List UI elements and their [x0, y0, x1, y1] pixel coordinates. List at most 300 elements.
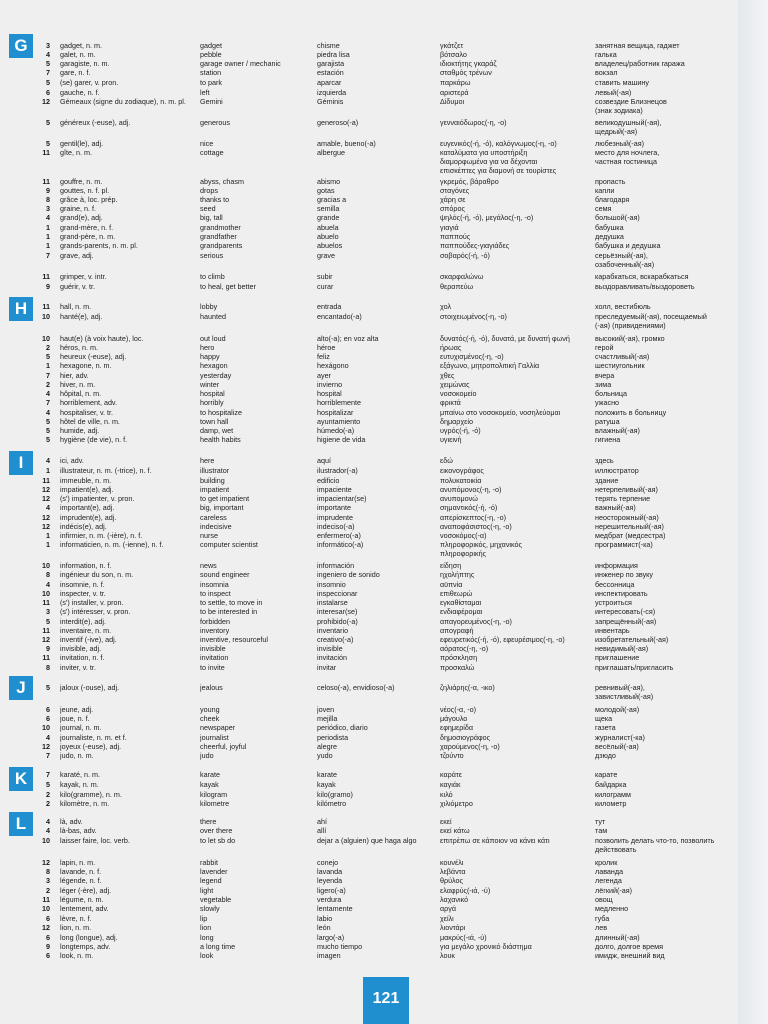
english-translation: big, important — [200, 503, 244, 512]
spanish-translation: conejo — [317, 858, 339, 867]
spanish-translation: insomnio — [317, 580, 346, 589]
entry-number: 5 — [46, 617, 50, 626]
french-term: gauche, n. f. — [60, 88, 100, 97]
greek-translation: θεραπεύω — [440, 282, 474, 291]
spanish-translation: grande — [317, 213, 340, 222]
spanish-translation: ilustrador(-a) — [317, 466, 358, 475]
section-letter-k: K — [9, 767, 33, 791]
french-term: (s') installer, v. pron. — [60, 598, 124, 607]
russian-translation: преследуемый(-ая), посещаемый — [595, 312, 707, 321]
russian-translation: левый(-ая) — [595, 88, 632, 97]
glossary-row — [0, 68, 768, 78]
english-translation: to let sb do — [200, 836, 236, 845]
greek-translation: πληροφορικής — [440, 549, 487, 558]
french-term: impatient(e), adj. — [60, 485, 114, 494]
greek-translation: απερίσκεπτος(-η, -ο) — [440, 513, 506, 522]
spanish-translation: periódico, diario — [317, 723, 368, 732]
entry-number: 10 — [42, 836, 50, 845]
french-term: grand(e), adj. — [60, 213, 103, 222]
french-term: légume, n. m. — [60, 895, 104, 904]
french-term: joue, n. f. — [60, 714, 90, 723]
russian-translation: ставить машину — [595, 78, 649, 87]
entry-number: 5 — [46, 352, 50, 361]
english-translation: lion — [200, 923, 212, 932]
french-term: lapin, n. m. — [60, 858, 96, 867]
russian-translation: частная гостиница — [595, 157, 657, 166]
greek-translation: αόρατος(-η, -ο) — [440, 644, 489, 653]
spanish-translation: hospitalizar — [317, 408, 354, 417]
entry-number: 9 — [46, 942, 50, 951]
entry-number: 12 — [42, 635, 50, 644]
spanish-translation: invitación — [317, 653, 347, 662]
french-term: généreux (-euse), adj. — [60, 118, 131, 127]
spanish-translation: instalarse — [317, 598, 348, 607]
greek-translation: ελαφρύς(-ιά, -ύ) — [440, 886, 491, 895]
english-translation: damp, wet — [200, 426, 234, 435]
glossary-row — [0, 321, 768, 331]
greek-translation: στοιχειωμένος(-η, -ο) — [440, 312, 507, 321]
entry-number: 2 — [46, 343, 50, 352]
french-term: invisible, adj. — [60, 644, 102, 653]
entry-number: 6 — [46, 951, 50, 960]
russian-translation: ревнивый(-ая), — [595, 683, 645, 692]
glossary-row — [0, 770, 768, 780]
glossary-row — [0, 456, 768, 466]
entry-number: 12 — [42, 485, 50, 494]
english-translation: building — [200, 476, 225, 485]
spanish-translation: impacientar(se) — [317, 494, 367, 503]
french-term: inventaire, n. m. — [60, 626, 112, 635]
english-translation: hero — [200, 343, 215, 352]
greek-translation: νοσοκομείο — [440, 389, 477, 398]
greek-translation: χαρούμενος(-η, -ο) — [440, 742, 500, 751]
spanish-translation: entrada — [317, 302, 342, 311]
russian-translation: гигиена — [595, 435, 621, 444]
greek-translation: γιαγιά — [440, 223, 459, 232]
english-translation: long — [200, 933, 214, 942]
entry-number: 5 — [46, 683, 50, 692]
entry-number: 12 — [42, 513, 50, 522]
entry-number: 4 — [46, 580, 50, 589]
english-translation: careless — [200, 513, 227, 522]
glossary-row — [0, 653, 768, 663]
greek-translation: λεβάντα — [440, 867, 466, 876]
english-translation: a long time — [200, 942, 236, 951]
greek-translation: νοσοκόμος(-α) — [440, 531, 487, 540]
english-translation: illustrator — [200, 466, 230, 475]
french-term: légende, n. f. — [60, 876, 102, 885]
spanish-translation: curar — [317, 282, 334, 291]
spanish-translation: albergue — [317, 148, 345, 157]
french-term: hall, n. m. — [60, 302, 92, 311]
entry-number: 5 — [46, 435, 50, 444]
entry-number: 3 — [46, 876, 50, 885]
russian-translation: великодушный(-ая), — [595, 118, 662, 127]
entry-number: 3 — [46, 607, 50, 616]
english-translation: grandfather — [200, 232, 237, 241]
english-translation: newspaper — [200, 723, 236, 732]
greek-translation: επισκέπτες για διαμονή σε τουρίστες — [440, 166, 557, 175]
spanish-translation: hexágono — [317, 361, 349, 370]
greek-translation: υγιεινή — [440, 435, 462, 444]
spanish-translation: Géminis — [317, 97, 344, 106]
russian-translation: инспектировать — [595, 589, 648, 598]
russian-translation: приглашение — [595, 653, 640, 662]
english-translation: vegetable — [200, 895, 232, 904]
english-translation: horribly — [200, 398, 224, 407]
russian-translation: медленно — [595, 904, 629, 913]
entry-number: 11 — [42, 476, 50, 485]
french-term: (se) garer, v. pron. — [60, 78, 119, 87]
russian-translation: озабоченный(-ая) — [595, 260, 655, 269]
greek-translation: σκαρφαλώνω — [440, 272, 484, 281]
spanish-translation: verdura — [317, 895, 342, 904]
entry-number: 11 — [42, 626, 50, 635]
english-translation: journalist — [200, 733, 229, 742]
entry-number: 12 — [42, 494, 50, 503]
greek-translation: εγκαθίσταμαι — [440, 598, 482, 607]
glossary-row — [0, 876, 768, 886]
russian-translation: длинный(-ая) — [595, 933, 640, 942]
french-term: journal, n. m. — [60, 723, 102, 732]
french-term: (s') impatienter, v. pron. — [60, 494, 135, 503]
greek-translation: νέος(-α, -ο) — [440, 705, 476, 714]
glossary-row — [0, 398, 768, 408]
entry-number: 7 — [46, 68, 50, 77]
glossary-row — [0, 780, 768, 790]
french-term: ingénieur du son, n. m. — [60, 570, 134, 579]
greek-translation: εφημερίδα — [440, 723, 474, 732]
russian-translation: высокий(-ая), громко — [595, 334, 665, 343]
spanish-translation: horriblemente — [317, 398, 361, 407]
greek-translation: ευτυχισμένος(-η, -ο) — [440, 352, 504, 361]
spanish-translation: ahí — [317, 817, 327, 826]
greek-translation: χθες — [440, 371, 455, 380]
french-term: humide, adj. — [60, 426, 100, 435]
entry-number: 6 — [46, 88, 50, 97]
entry-number: 9 — [46, 186, 50, 195]
entry-number: 10 — [42, 334, 50, 343]
greek-translation: απαγορευμένος(-η, -ο) — [440, 617, 512, 626]
french-term: gadget, n. m. — [60, 41, 102, 50]
greek-translation: ανυπομονώ — [440, 494, 478, 503]
russian-translation: щедрый(-ая) — [595, 127, 638, 136]
spanish-translation: abuelo — [317, 232, 339, 241]
russian-translation: запрещённый(-ая) — [595, 617, 657, 626]
english-translation: kilometre — [200, 799, 230, 808]
spanish-translation: allí — [317, 826, 327, 835]
spanish-translation: aparcar — [317, 78, 342, 87]
russian-translation: программист(-ка) — [595, 540, 653, 549]
english-translation: to be interested in — [200, 607, 258, 616]
russian-translation: неосторожный(-ая) — [595, 513, 659, 522]
french-term: lion, n. m. — [60, 923, 92, 932]
spanish-translation: kilómetro — [317, 799, 347, 808]
greek-translation: χιλιόμετρο — [440, 799, 473, 808]
russian-translation: ужасно — [595, 398, 620, 407]
russian-translation: щека — [595, 714, 613, 723]
english-translation: invisible — [200, 644, 226, 653]
french-term: ici, adv. — [60, 456, 84, 465]
french-term: important(e), adj. — [60, 503, 115, 512]
greek-translation: κουνέλι — [440, 858, 464, 867]
glossary-row — [0, 260, 768, 270]
english-translation: computer scientist — [200, 540, 258, 549]
entry-number: 10 — [42, 904, 50, 913]
entry-number: 11 — [42, 272, 50, 281]
greek-translation: ζηλιάρης(-α, -ικο) — [440, 683, 495, 692]
spanish-translation: lentamente — [317, 904, 353, 913]
spanish-translation: gotas — [317, 186, 335, 195]
spanish-translation: garajista — [317, 59, 345, 68]
greek-translation: δυνατός(-ή, -ό), δυνατά, με δυνατή φωνή — [440, 334, 570, 343]
greek-translation: ηχολήπτης — [440, 570, 475, 579]
glossary-row — [0, 106, 768, 116]
french-term: galet, n. m. — [60, 50, 96, 59]
russian-translation: важный(-ая) — [595, 503, 636, 512]
french-term: imprudent(e), adj. — [60, 513, 117, 522]
glossary-row — [0, 166, 768, 176]
french-term: gare, n. f. — [60, 68, 91, 77]
english-translation: judo — [200, 751, 214, 760]
english-translation: kilogram — [200, 790, 228, 799]
french-term: là, adv. — [60, 817, 83, 826]
greek-translation: μακρύς(-ιά, -ύ) — [440, 933, 487, 942]
russian-translation: журналист(-ка) — [595, 733, 645, 742]
spanish-translation: subir — [317, 272, 333, 281]
entry-number: 4 — [46, 50, 50, 59]
english-translation: generous — [200, 118, 230, 127]
english-translation: rabbit — [200, 858, 218, 867]
greek-translation: μάγουλο — [440, 714, 468, 723]
entry-number: 7 — [46, 770, 50, 779]
greek-translation: καγιάκ — [440, 780, 461, 789]
entry-number: 11 — [42, 653, 50, 662]
entry-number: 11 — [42, 895, 50, 904]
greek-translation: υγρός(-ή, -ό) — [440, 426, 481, 435]
french-term: grand-père, n. m. — [60, 232, 116, 241]
page-number: 121 — [363, 977, 409, 1024]
glossary-row — [0, 127, 768, 137]
entry-number: 7 — [46, 251, 50, 260]
english-translation: kayak — [200, 780, 219, 789]
entry-number: 9 — [46, 644, 50, 653]
greek-translation: για μεγάλο χρονικό διάστημα — [440, 942, 532, 951]
russian-translation: здесь — [595, 456, 614, 465]
russian-translation: тут — [595, 817, 606, 826]
glossary-row — [0, 951, 768, 961]
russian-translation: выздоравливать/выздороветь — [595, 282, 695, 291]
greek-translation: απογραφή — [440, 626, 474, 635]
spanish-translation: alto(-a); en voz alta — [317, 334, 379, 343]
french-term: journaliste, n. m. et f. — [60, 733, 127, 742]
french-term: Gémeaux (signe du zodiaque), n. m. pl. — [60, 97, 186, 106]
section-letter-i: I — [9, 451, 33, 475]
english-translation: look — [200, 951, 214, 960]
spanish-translation: ayuntamiento — [317, 417, 361, 426]
russian-translation: вокзал — [595, 68, 618, 77]
russian-translation: действовать — [595, 845, 637, 854]
russian-translation: иллюстратор — [595, 466, 639, 475]
greek-translation: Δίδυμοι — [440, 97, 465, 106]
french-term: grimper, v. intr. — [60, 272, 107, 281]
french-term: longtemps, adv. — [60, 942, 111, 951]
spanish-translation: chisme — [317, 41, 340, 50]
spanish-translation: invisible — [317, 644, 343, 653]
greek-translation: χειμώνας — [440, 380, 470, 389]
entry-number: 4 — [46, 408, 50, 417]
greek-translation: είδηση — [440, 561, 462, 570]
russian-translation: лёгкий(-ая) — [595, 886, 633, 895]
russian-translation: зима — [595, 380, 612, 389]
russian-translation: медбрат (медсестра) — [595, 531, 666, 540]
russian-translation: терять терпение — [595, 494, 651, 503]
english-translation: yesterday — [200, 371, 232, 380]
greek-translation: βότσαλο — [440, 50, 467, 59]
english-translation: to settle, to move in — [200, 598, 263, 607]
spanish-translation: impaciente — [317, 485, 352, 494]
russian-translation: здание — [595, 476, 619, 485]
english-translation: grandparents — [200, 241, 243, 250]
spanish-translation: amable, bueno(-a) — [317, 139, 376, 148]
greek-translation: πληροφορικός, μηχανικός — [440, 540, 522, 549]
entry-number: 1 — [46, 232, 50, 241]
russian-translation: вчера — [595, 371, 615, 380]
english-translation: news — [200, 561, 217, 570]
russian-translation: большой(-ая) — [595, 213, 640, 222]
russian-translation: нерешительный(-ая) — [595, 522, 664, 531]
english-translation: inventory — [200, 626, 230, 635]
entry-number: 10 — [42, 561, 50, 570]
spanish-translation: hospital — [317, 389, 342, 398]
entry-number: 1 — [46, 361, 50, 370]
greek-translation: χάρη σε — [440, 195, 466, 204]
greek-translation: χείλι — [440, 914, 454, 923]
entry-number: 4 — [46, 733, 50, 742]
spanish-translation: karate — [317, 770, 337, 779]
spanish-translation: aquí — [317, 456, 331, 465]
greek-translation: ευγενικός(-ή, -ό), καλόγνωμος(-η, -ο) — [440, 139, 557, 148]
english-translation: station — [200, 68, 222, 77]
russian-translation: владелец/работник гаража — [595, 59, 685, 68]
greek-translation: αργά — [440, 904, 456, 913]
greek-translation: σταθμός τρένων — [440, 68, 492, 77]
french-term: là-bas, adv. — [60, 826, 97, 835]
greek-translation: εκεί — [440, 817, 452, 826]
french-term: inviter, v. tr. — [60, 663, 96, 672]
french-term: kilomètre, n. m. — [60, 799, 110, 808]
greek-translation: εκεί κάτω — [440, 826, 470, 835]
entry-number: 3 — [46, 41, 50, 50]
entry-number: 11 — [42, 302, 50, 311]
english-translation: forbidden — [200, 617, 230, 626]
greek-translation: καταλύματα για υποστήριξη — [440, 148, 528, 157]
french-term: grave, adj. — [60, 251, 94, 260]
entry-number: 7 — [46, 371, 50, 380]
entry-number: 7 — [46, 398, 50, 407]
section-letter-h: H — [9, 297, 33, 321]
russian-translation: бабушка — [595, 223, 624, 232]
greek-translation: πολυκατοικία — [440, 476, 482, 485]
spanish-translation: interesar(se) — [317, 607, 358, 616]
russian-translation: капли — [595, 186, 615, 195]
english-translation: Gemini — [200, 97, 223, 106]
french-term: inventif (-ive), adj. — [60, 635, 117, 644]
english-translation: inventive, resourceful — [200, 635, 268, 644]
russian-translation: позволить делать что-то, позволить — [595, 836, 715, 845]
entry-number: 8 — [46, 195, 50, 204]
russian-translation: лев — [595, 923, 608, 932]
entry-number: 1 — [46, 540, 50, 549]
russian-translation: влажный(-ая) — [595, 426, 640, 435]
entry-number: 1 — [46, 466, 50, 475]
russian-translation: лаванда — [595, 867, 624, 876]
russian-translation: губа — [595, 914, 610, 923]
spanish-translation: invitar — [317, 663, 337, 672]
spanish-translation: leyenda — [317, 876, 343, 885]
english-translation: to climb — [200, 272, 225, 281]
russian-translation: бабушка и дедушка — [595, 241, 661, 250]
entry-number: 4 — [46, 817, 50, 826]
russian-translation: килограмм — [595, 790, 631, 799]
spanish-translation: feliz — [317, 352, 330, 361]
spanish-translation: piedra lisa — [317, 50, 350, 59]
spanish-translation: enfermero(-a) — [317, 531, 361, 540]
french-term: haut(e) (à voix haute), loc. — [60, 334, 144, 343]
english-translation: nurse — [200, 531, 218, 540]
entry-number: 2 — [46, 790, 50, 799]
english-translation: to hospitalize — [200, 408, 242, 417]
russian-translation: приглашать/пригласить — [595, 663, 674, 672]
entry-number: 5 — [46, 139, 50, 148]
spanish-translation: información — [317, 561, 355, 570]
english-translation: garage owner / mechanic — [200, 59, 281, 68]
english-translation: sound engineer — [200, 570, 250, 579]
french-term: hôpital, n. m. — [60, 389, 102, 398]
french-term: hôtel de ville, n. m. — [60, 417, 120, 426]
french-term: jeune, adj. — [60, 705, 94, 714]
spanish-translation: izquierda — [317, 88, 347, 97]
russian-translation: невидимый(-ая) — [595, 644, 649, 653]
english-translation: over there — [200, 826, 233, 835]
entry-number: 2 — [46, 886, 50, 895]
spanish-translation: yudo — [317, 751, 333, 760]
english-translation: haunted — [200, 312, 226, 321]
glossary-row — [0, 751, 768, 761]
entry-number: 6 — [46, 705, 50, 714]
russian-translation: имидж, внешний вид — [595, 951, 665, 960]
english-translation: winter — [200, 380, 220, 389]
greek-translation: επιτρέπω σε κάποιον να κάνει κάτι — [440, 836, 550, 845]
glossary-row — [0, 241, 768, 251]
greek-translation: χολ — [440, 302, 452, 311]
french-term: interdit(e), adj. — [60, 617, 106, 626]
russian-translation: весёлый(-ая) — [595, 742, 639, 751]
english-translation: big, tall — [200, 213, 223, 222]
glossary-row — [0, 923, 768, 933]
english-translation: cheek — [200, 714, 220, 723]
russian-translation: газета — [595, 723, 616, 732]
french-term: héros, n. m. — [60, 343, 98, 352]
glossary-row — [0, 826, 768, 836]
spanish-translation: ayer — [317, 371, 331, 380]
english-translation: lobby — [200, 302, 218, 311]
greek-translation: γκρεμός, βάραθρο — [440, 177, 499, 186]
french-term: informaticien, n. m. (-ienne), n. f. — [60, 540, 164, 549]
greek-translation: σημαντικός(-ή, -ό) — [440, 503, 498, 512]
english-translation: lip — [200, 914, 208, 923]
entry-number: 9 — [46, 282, 50, 291]
